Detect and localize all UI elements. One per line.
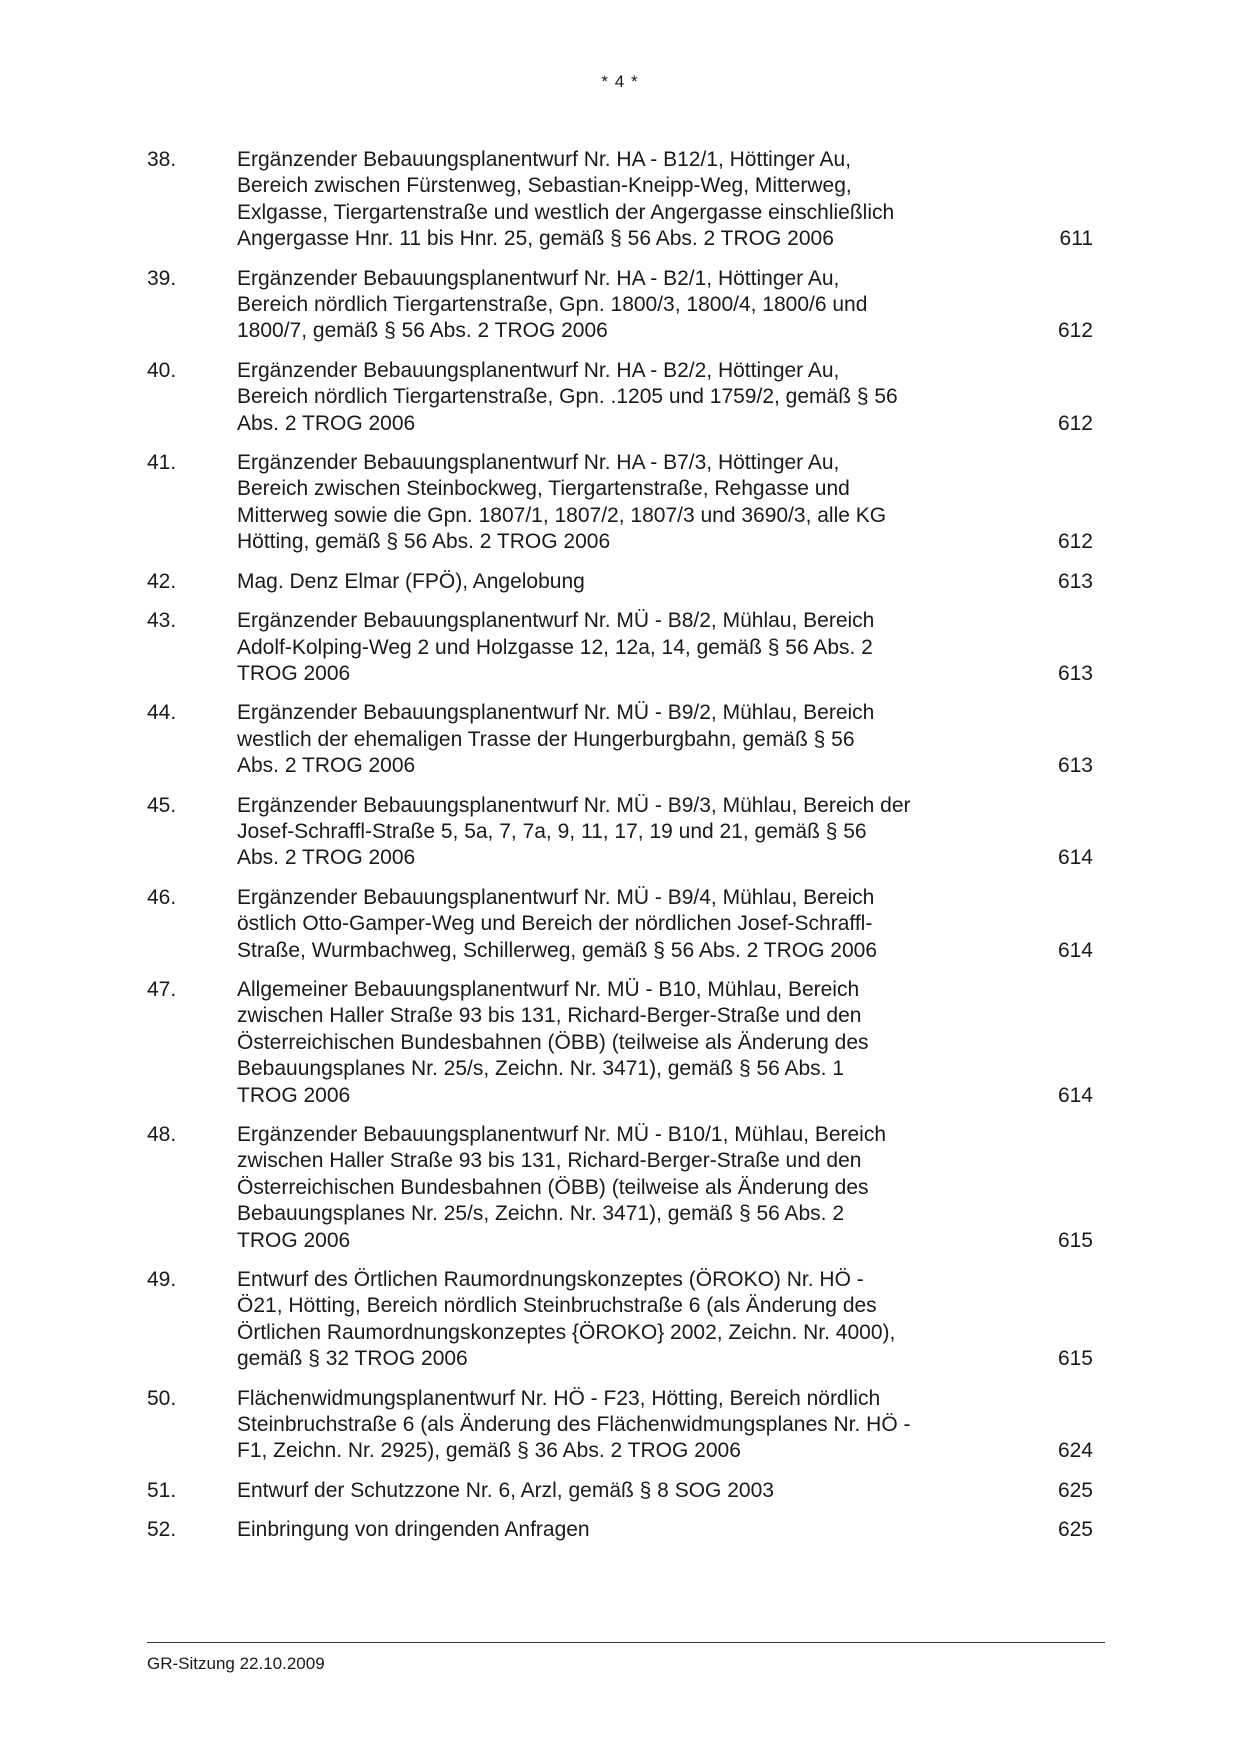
- entry-page: 615: [1057, 1347, 1093, 1371]
- toc-entry: [147, 266, 1093, 345]
- entry-title: Allgemeiner Bebauungsplanentwurf Nr. MÜ - B10, Mühlau, Bereich zwischen Haller Straße 93 bis 131, Richard-Berger-Straße und den Österreichischen Bundesbahnen (ÖBB) (teilweise als Änderung des Bebauungsplanes Nr. 25/s, Zeichn. Nr. 3471), gemäß § 56 Abs. 1 TROG 2006: [237, 977, 869, 1107]
- entry-page: 611: [1059, 227, 1093, 251]
- entry-number: 42.: [147, 569, 177, 593]
- entry-page: 613: [1057, 569, 1093, 593]
- entry-title: Mag. Denz Elmar (FPÖ), Angelobung: [237, 569, 585, 593]
- entry-title: Ergänzender Bebauungsplanentwurf Nr. HA - B2/1, Höttinger Au, Bereich nördlich Tiergartenstraße, Gpn. 1800/3, 1800/4, 1800/6 und 1800/7, gemäß § 56 Abs. 2 TROG 2006: [237, 266, 868, 343]
- entry-page: 625: [1057, 1478, 1093, 1502]
- entry-title: Ergänzender Bebauungsplanentwurf Nr. HA - B12/1, Höttinger Au, Bereich zwischen Fürstenweg, Sebastian-Kneipp-Weg, Mitterweg, Exlgasse, Tiergartenstraße und westlich der Angergasse einschließlich Angergasse Hnr. 11 bis Hnr. 25, gemäß § 56 Abs. 2 TROG 2006: [237, 148, 895, 251]
- entry-page: 615: [1057, 1228, 1093, 1252]
- entry-title: Ergänzender Bebauungsplanentwurf Nr. MÜ - B9/3, Mühlau, Bereich der Josef-Schraffl-Straße 5, 5a, 7, 7a, 9, 11, 17, 19 und 21, gemäß § 56 Abs. 2 TROG 2006: [237, 793, 911, 870]
- entry-page: 613: [1057, 754, 1093, 778]
- toc-entry: [147, 569, 1093, 595]
- entry-number: 52.: [147, 1518, 177, 1542]
- entry-page: 614: [1057, 1083, 1093, 1107]
- entry-page: 625: [1057, 1518, 1093, 1542]
- entry-title: Ergänzender Bebauungsplanentwurf Nr. MÜ - B9/4, Mühlau, Bereich östlich Otto-Gamper-Weg und Bereich der nördlichen Josef-Schraffl- Straße, Wurmbachweg, Schillerweg, gemäß § 56 Abs. 2 TROG 2006: [237, 885, 878, 962]
- footer-divider: [147, 1642, 1105, 1643]
- entry-page: 614: [1057, 938, 1093, 962]
- toc-entry: [147, 147, 1093, 253]
- entry-title: Ergänzender Bebauungsplanentwurf Nr. MÜ - B9/2, Mühlau, Bereich westlich der ehemaligen Trasse der Hungerburgbahn, gemäß § 56 Abs. 2 TROG 2006: [237, 701, 875, 778]
- entry-number: 47.: [147, 977, 177, 1001]
- toc-entry: [147, 1267, 1093, 1373]
- entry-title: Ergänzender Bebauungsplanentwurf Nr. MÜ - B8/2, Mühlau, Bereich Adolf-Kolping-Weg 2 und Holzgasse 12, 12a, 14, gemäß § 56 Abs. 2 TROG 2006: [237, 609, 875, 685]
- entry-title: Einbringung von dringenden Anfragen: [237, 1518, 590, 1542]
- entry-number: 43.: [147, 609, 177, 633]
- toc-entry: [147, 1478, 1093, 1504]
- entry-number: 51.: [147, 1478, 177, 1502]
- entry-title: Ergänzender Bebauungsplanentwurf Nr. HA - B2/2, Höttinger Au, Bereich nördlich Tiergartenstraße, Gpn. .1205 und 1759/2, gemäß § 56 Abs. 2 TROG 2006: [237, 358, 898, 435]
- entry-title: Entwurf der Schutzzone Nr. 6, Arzl, gemäß § 8 SOG 2003: [237, 1478, 774, 1502]
- entry-number: 38.: [147, 148, 177, 171]
- entry-number: 49.: [147, 1268, 177, 1292]
- toc-entry: [147, 977, 1093, 1109]
- table-of-contents: [147, 147, 1093, 1557]
- entry-number: 48.: [147, 1123, 177, 1146]
- toc-entry: [147, 1517, 1093, 1543]
- entry-page: 624: [1057, 1439, 1093, 1463]
- toc-entry: [147, 885, 1093, 964]
- toc-entry: [147, 1386, 1093, 1465]
- entry-number: 45.: [147, 793, 177, 817]
- toc-entry: [147, 608, 1093, 687]
- entry-number: 39.: [147, 266, 177, 290]
- entry-page: 612: [1057, 530, 1093, 554]
- entry-page: 612: [1057, 411, 1093, 435]
- entry-page: 614: [1057, 846, 1093, 870]
- toc-entry: [147, 358, 1093, 437]
- page-number: * 4 *: [601, 72, 639, 91]
- entry-number: 40.: [147, 358, 177, 382]
- toc-entry: [147, 450, 1093, 556]
- entry-page: 612: [1057, 319, 1093, 343]
- toc-entry: [147, 700, 1093, 779]
- entry-title: Flächenwidmungsplanentwurf Nr. HÖ - F23, Hötting, Bereich nördlich Steinbruchstraße 6 (als Änderung des Flächenwidmungsplanes Nr. HÖ - F1, Zeichn. Nr. 2925), gemäß § 36 Abs. 2 TROG 2006: [237, 1386, 911, 1463]
- toc-entry: [147, 1122, 1093, 1254]
- entry-number: 46.: [147, 885, 177, 909]
- entry-number: 50.: [147, 1386, 177, 1410]
- entry-title: Ergänzender Bebauungsplanentwurf Nr. MÜ - B10/1, Mühlau, Bereich zwischen Haller Straße 93 bis 131, Richard-Berger-Straße und den Österreichischen Bundesbahnen (ÖBB) (teilweise als Änderung des Bebauungsplanes Nr. 25/s, Zeichn. Nr. 3471), gemäß § 56 Abs. 2 TROG 2006: [237, 1123, 887, 1252]
- entry-number: 44.: [147, 701, 177, 725]
- toc-entry: [147, 793, 1093, 872]
- entry-title: Ergänzender Bebauungsplanentwurf Nr. HA - B7/3, Höttinger Au, Bereich zwischen Steinbockweg, Tiergartenstraße, Rehgasse und Mitterweg sowie die Gpn. 1807/1, 1807/2, 1807/3 und 3690/3, alle KG Hötting, gemäß § 56 Abs. 2 TROG 2006: [237, 451, 887, 554]
- footer-session-date: GR-Sitzung 22.10.2009: [147, 1654, 325, 1673]
- entry-title: Entwurf des Örtlichen Raumordnungskonzeptes (ÖROKO) Nr. HÖ - Ö21, Hötting, Bereich nördlich Steinbruchstraße 6 (als Änderung des Örtlichen Raumordnungskonzeptes {ÖROKO} 2002, Zeichn. Nr. 4000), gemäß § 32 TROG 2006: [237, 1268, 896, 1371]
- entry-page: 613: [1057, 661, 1093, 685]
- entry-number: 41.: [147, 451, 177, 475]
